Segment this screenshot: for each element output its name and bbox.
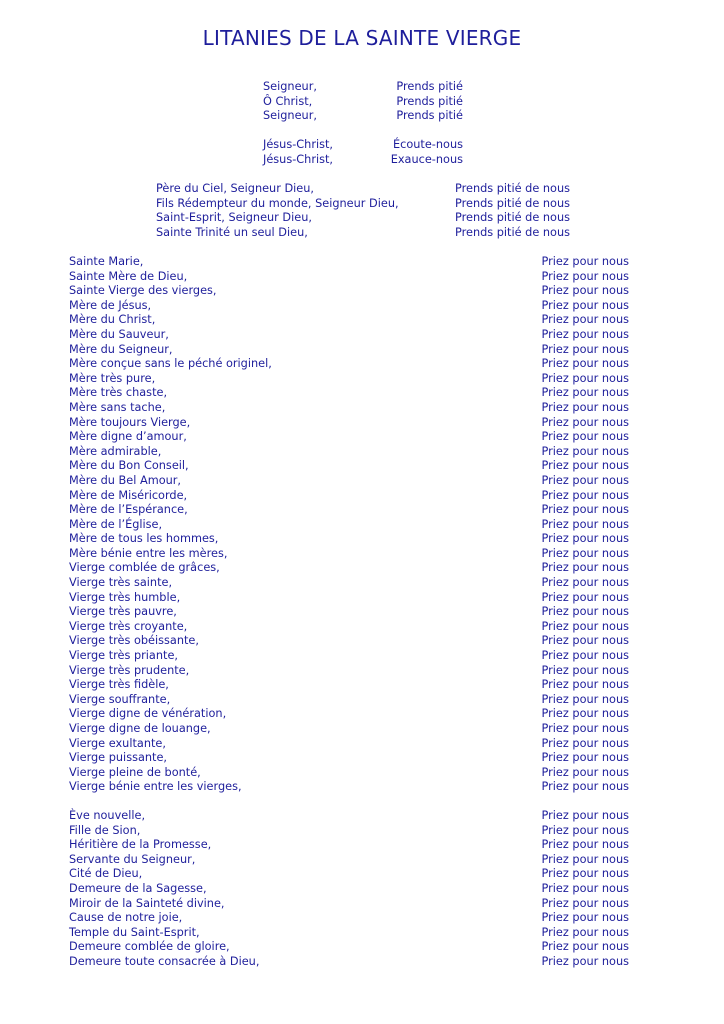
response-text: Priez pour nous <box>541 765 629 779</box>
response-text: Priez pour nous <box>541 546 629 560</box>
response-text: Priez pour nous <box>541 707 629 721</box>
response-text: Priez pour nous <box>541 576 629 590</box>
response-text: Écoute-nous <box>393 138 463 152</box>
response-text: Priez pour nous <box>541 780 629 794</box>
invocation-text: Vierge très humble, <box>69 590 181 604</box>
litany-line <box>69 707 629 722</box>
litany-line <box>69 955 629 970</box>
response-text: Prends pitié de nous <box>454 196 570 210</box>
litany-line <box>263 80 463 95</box>
invocation-text: Vierge digne de vénération, <box>69 707 227 721</box>
litany-line <box>69 867 629 882</box>
invocation-text: Vierge très obéissante, <box>69 634 199 648</box>
invocation-text: Seigneur, <box>263 80 317 93</box>
response-text: Priez pour nous <box>541 444 629 458</box>
litany-line <box>69 430 629 445</box>
invocation-text: Vierge souffrante, <box>69 692 171 706</box>
invocation-text: Vierge très sainte, <box>69 576 173 590</box>
response-text: Priez pour nous <box>541 342 629 356</box>
marie-section <box>69 255 629 795</box>
litany-line <box>69 255 629 270</box>
litany-line <box>69 591 629 606</box>
invocation-text: Vierge très croyante, <box>69 619 188 633</box>
litany-line <box>69 313 629 328</box>
litany-line <box>69 766 629 781</box>
response-text: Priez pour nous <box>541 867 629 881</box>
invocation-text: Vierge puissante, <box>69 751 168 765</box>
invocation-text: Mère très pure, <box>69 371 156 385</box>
response-text: Priez pour nous <box>541 503 629 517</box>
litany-line <box>69 722 629 737</box>
response-text: Priez pour nous <box>541 488 629 502</box>
response-text: Priez pour nous <box>541 473 629 487</box>
litany-line <box>69 926 629 941</box>
response-text: Priez pour nous <box>541 517 629 531</box>
response-text: Prends pitié <box>396 109 463 123</box>
invocation-text: Mère sans tache, <box>69 400 166 414</box>
invocation-text: Demeure de la Sagesse, <box>69 881 207 895</box>
litany-line <box>69 605 629 620</box>
response-text: Priez pour nous <box>541 415 629 429</box>
invocation-text: Vierge digne de louange, <box>69 722 211 735</box>
invocation-text: Sainte Marie, <box>69 255 144 268</box>
invocation-text: Vierge comblée de grâces, <box>69 561 220 575</box>
response-text: Priez pour nous <box>541 838 629 852</box>
invocation-text: Mère du Sauveur, <box>69 327 169 341</box>
response-text: Priez pour nous <box>541 327 629 341</box>
response-text: Priez pour nous <box>541 255 629 268</box>
litany-line <box>69 664 629 679</box>
litany-line <box>263 138 463 153</box>
invocation-text: Mère du Bel Amour, <box>69 473 182 487</box>
litany-line <box>69 940 629 955</box>
litany-line <box>69 343 629 358</box>
response-text: Priez pour nous <box>541 313 629 327</box>
response-text: Priez pour nous <box>541 663 629 677</box>
litany-line <box>69 678 629 693</box>
response-text: Prends pitié de nous <box>454 182 570 195</box>
response-text: Priez pour nous <box>541 751 629 765</box>
invocation-text: Mère de Jésus, <box>69 298 152 312</box>
litany-line <box>69 853 629 868</box>
litany-line <box>69 911 629 926</box>
litany-line <box>69 386 629 401</box>
litany-line <box>69 576 629 591</box>
response-text: Priez pour nous <box>541 678 629 692</box>
invocation-text: Mère admirable, <box>69 444 162 458</box>
response-text: Prends pitié <box>396 80 463 93</box>
litany-line <box>69 809 629 824</box>
invocation-text: Mère de l’Espérance, <box>69 503 188 517</box>
invocation-text: Fils Rédempteur du monde, Seigneur Dieu, <box>156 196 399 210</box>
invocation-text: Mère digne d’amour, <box>69 430 187 444</box>
litany-line <box>69 693 629 708</box>
litany-line <box>69 620 629 635</box>
response-text: Priez pour nous <box>541 634 629 648</box>
response-text: Priez pour nous <box>541 605 629 619</box>
litany-line <box>263 153 463 168</box>
litany-line <box>69 503 629 518</box>
response-text: Priez pour nous <box>541 400 629 414</box>
page-title: LITANIES DE LA SAINTE VIERGE <box>202 26 522 50</box>
response-text: Priez pour nous <box>541 386 629 400</box>
response-text: Priez pour nous <box>541 459 629 473</box>
litany-line <box>69 547 629 562</box>
invocation-text: Vierge pleine de bonté, <box>69 765 201 779</box>
litany-line <box>69 518 629 533</box>
invocation-text: Fille de Sion, <box>69 823 141 837</box>
invocation-text: Vierge très priante, <box>69 649 178 663</box>
response-text: Priez pour nous <box>541 284 629 298</box>
invocation-text: Temple du Saint-Esprit, <box>69 925 200 939</box>
invocation-text: Seigneur, <box>263 109 317 123</box>
litany-line <box>69 838 629 853</box>
invocation-text: Sainte Mère de Dieu, <box>69 269 188 283</box>
invocation-text: Vierge très fidèle, <box>69 678 169 692</box>
litany-line <box>69 357 629 372</box>
trinity-section <box>156 182 570 240</box>
litany-line <box>156 197 570 212</box>
litany-line <box>69 751 629 766</box>
invocation-text: Cause de notre joie, <box>69 911 183 925</box>
response-text: Priez pour nous <box>541 852 629 866</box>
response-text: Prends pitié de nous <box>454 225 570 239</box>
litany-line <box>69 474 629 489</box>
litany-line <box>263 109 463 124</box>
litany-line <box>69 824 629 839</box>
invocation-text: Demeure comblée de gloire, <box>69 940 230 954</box>
response-text: Priez pour nous <box>541 371 629 385</box>
invocation-text: Mère très chaste, <box>69 386 168 400</box>
invocation-text: Vierge très pauvre, <box>69 605 177 619</box>
invocation-text: Héritière de la Promesse, <box>69 838 212 852</box>
invocation-text: Demeure toute consacrée à Dieu, <box>69 954 260 968</box>
response-text: Priez pour nous <box>541 298 629 312</box>
invocation-text: Mère conçue sans le péché originel, <box>69 357 272 371</box>
response-text: Priez pour nous <box>541 823 629 837</box>
response-text: Priez pour nous <box>541 590 629 604</box>
litany-line <box>69 328 629 343</box>
response-text: Exauce-nous <box>390 152 463 166</box>
invocation-text: Mère de tous les hommes, <box>69 532 219 546</box>
invocation-text: Mère de l’Église, <box>69 517 163 531</box>
invocation-text: Sainte Trinité un seul Dieu, <box>156 225 308 239</box>
litany-line <box>69 634 629 649</box>
response-text: Priez pour nous <box>541 561 629 575</box>
invocation-text: Servante du Seigneur, <box>69 852 196 866</box>
titles-section <box>69 809 629 970</box>
litany-line <box>69 372 629 387</box>
response-text: Priez pour nous <box>541 722 629 735</box>
invocation-text: Saint-Esprit, Seigneur Dieu, <box>156 211 312 225</box>
invocation-text: Ô Christ, <box>263 94 313 108</box>
litany-line <box>156 182 570 197</box>
response-text: Priez pour nous <box>541 940 629 954</box>
invocation-text: Jésus-Christ, <box>263 138 334 152</box>
litany-line <box>69 737 629 752</box>
litany-line <box>69 445 629 460</box>
response-text: Priez pour nous <box>541 357 629 371</box>
response-text: Priez pour nous <box>541 532 629 546</box>
invocation-text: Vierge très prudente, <box>69 663 190 677</box>
response-text: Prends pitié de nous <box>454 211 570 225</box>
litany-line <box>69 459 629 474</box>
invocation-text: Ève nouvelle, <box>69 809 146 822</box>
invocation-text: Miroir de la Sainteté divine, <box>69 896 225 910</box>
response-text: Priez pour nous <box>541 619 629 633</box>
response-text: Priez pour nous <box>541 881 629 895</box>
litany-line <box>69 780 629 795</box>
invocation-text: Sainte Vierge des vierges, <box>69 284 217 298</box>
litany-line <box>69 561 629 576</box>
litany-line <box>69 882 629 897</box>
invocation-text: Mère bénie entre les mères, <box>69 546 228 560</box>
invocation-text: Mère du Seigneur, <box>69 342 173 356</box>
invocation-text: Cité de Dieu, <box>69 867 143 881</box>
invocation-text: Mère de Miséricorde, <box>69 488 188 502</box>
litany-line <box>69 649 629 664</box>
litany-line <box>156 211 570 226</box>
litany-line <box>69 416 629 431</box>
litany-line <box>69 532 629 547</box>
litany-line <box>69 401 629 416</box>
response-text: Priez pour nous <box>541 925 629 939</box>
invocations-section <box>263 80 463 168</box>
response-text: Priez pour nous <box>541 911 629 925</box>
litany-line <box>69 299 629 314</box>
invocation-text: Père du Ciel, Seigneur Dieu, <box>156 182 314 195</box>
litany-line <box>156 226 570 241</box>
invocation-text: Vierge bénie entre les vierges, <box>69 780 242 794</box>
invocation-text: Mère toujours Vierge, <box>69 415 191 429</box>
litany-line <box>69 270 629 285</box>
litany-line <box>69 284 629 299</box>
response-text: Priez pour nous <box>541 954 629 968</box>
response-text: Priez pour nous <box>541 809 629 822</box>
invocation-text: Jésus-Christ, <box>263 152 334 166</box>
response-text: Priez pour nous <box>541 692 629 706</box>
response-text: Priez pour nous <box>541 269 629 283</box>
response-text: Priez pour nous <box>541 649 629 663</box>
response-text: Priez pour nous <box>541 896 629 910</box>
invocation-text: Vierge exultante, <box>69 736 166 750</box>
litany-line <box>69 489 629 504</box>
spacer <box>263 124 463 139</box>
invocation-text: Mère du Bon Conseil, <box>69 459 189 473</box>
response-text: Priez pour nous <box>541 736 629 750</box>
invocation-text: Mère du Christ, <box>69 313 156 327</box>
litany-line <box>263 95 463 110</box>
litany-line <box>69 897 629 912</box>
response-text: Prends pitié <box>396 94 463 108</box>
response-text: Priez pour nous <box>541 430 629 444</box>
